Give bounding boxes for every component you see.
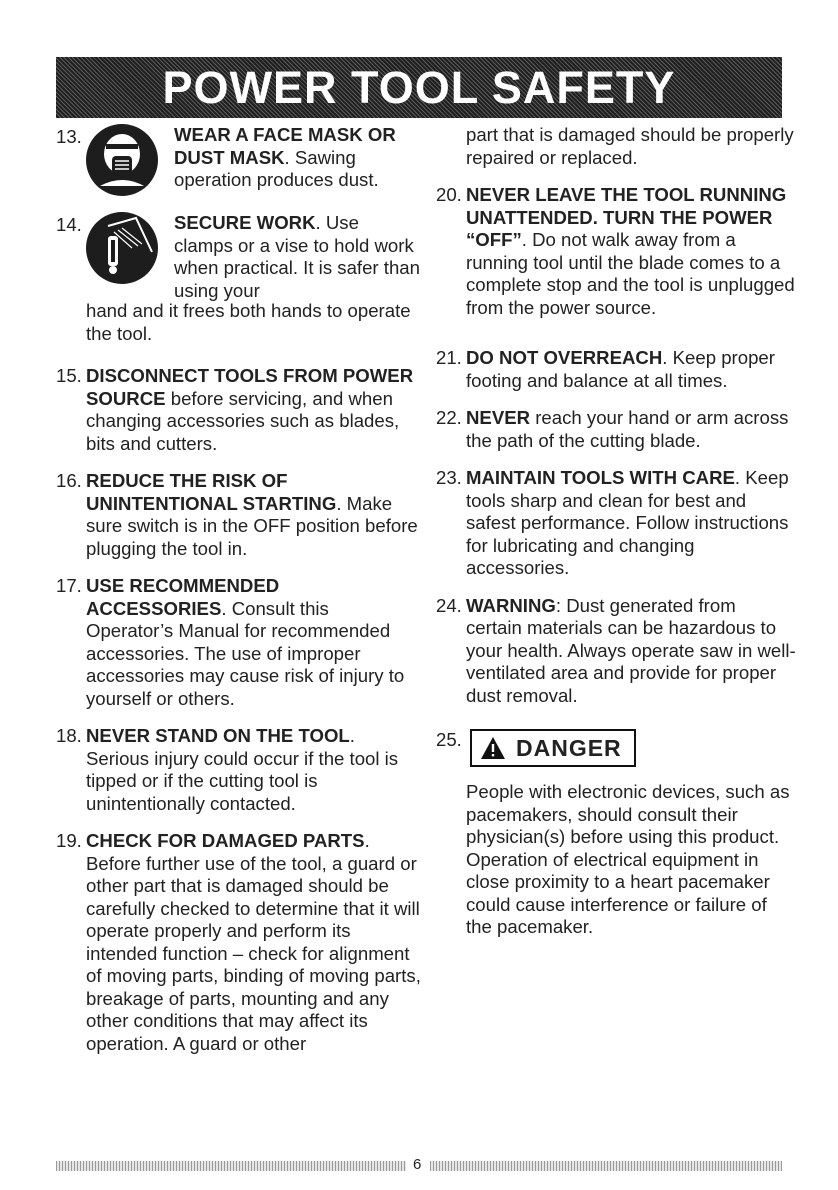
left-column [56, 124, 421, 1055]
item-22: 22. NEVER reach your hand or arm across the path of the cutting blade. [436, 407, 789, 451]
page-number: 6 [413, 1156, 422, 1173]
title-banner [56, 57, 782, 118]
item-15: 15. DISCONNECT TOOLS FROM POWER SOURCE before servicing, and when changing accessories such as blades, bits and cutters. [56, 365, 414, 454]
item-20: 20. NEVER LEAVE THE TOOL RUNNING UNATTENDED. TURN THE POWER “OFF”. Do not walk away from a running tool until the blade comes to a complete stop and the tool is unplugged from the power source. [436, 184, 795, 318]
footer-bar-left [56, 1161, 406, 1171]
item-18: 18. NEVER STAND ON THE TOOL. Serious injury could occur if the tool is tipped or if the cutting tool is unintentionally contacted. [56, 725, 399, 814]
item-13 [56, 124, 421, 204]
item-24: 24. WARNING: Dust generated from certain materials can be hazardous to your health. Always operate saw in well-ventilated area and provide for proper dust removal. [436, 594, 796, 706]
clamp-icon [86, 212, 158, 284]
item-16: 16. REDUCE THE RISK OF UNINTENTIONAL STARTING. Make sure switch is in the OFF position before plugging the tool in. [56, 470, 418, 559]
right-column [436, 124, 796, 939]
page-title: POWER TOOL SAFETY [162, 61, 676, 113]
face-mask-icon [86, 124, 158, 196]
item-25-text: People with electronic devices, such as pacemakers, should consult their physician(s) before using this product. Operation of electrical equipment in close proximity to a heart pacemaker could cause interference or failure of the pacemaker. [466, 781, 790, 937]
item-number: 13. [56, 126, 82, 147]
item-19-continued: part that is damaged should be properly repaired or replaced. [466, 124, 794, 168]
footer-bar-right [430, 1161, 782, 1171]
item-25: 25. DANGER People with electronic devices, such as pacemakers, should consult their physician(s) before using this product. Operation of electrical equipment in close proximity to a heart pacemaker could cause interference or failure of the pacemaker. [436, 729, 796, 939]
item-19: 19. CHECK FOR DAMAGED PARTS. Before further use of the tool, a guard or other part that is damaged should be carefully checked to determine that it will operate properly and perform its intended function – check for alignment of moving parts, binding of moving parts, breakage of parts, mounting and any other conditions that may affect its operation. A guard or other [56, 830, 421, 1054]
warning-triangle-icon [480, 736, 506, 760]
item-17: 17. USE RECOMMENDED ACCESSORIES. Consult this Operator’s Manual for recommended accessories. The use of improper accessories may cause risk of injury to yourself or others. [56, 575, 405, 709]
item-23: 23. MAINTAIN TOOLS WITH CARE. Keep tools sharp and clean for best and safest performance. Follow instructions for lubricating and changing accessories. [436, 467, 789, 578]
danger-label: DANGER [470, 729, 636, 767]
item-number: 14. [56, 214, 82, 235]
item-14: 14. SECURE WORK. Use clamps or a vise to hold work when practical. It is safer than using your hand and it frees both hands to operate the tool. [56, 212, 420, 344]
item-21: 21. DO NOT OVERREACH. Keep proper footing and balance at all times. [436, 347, 775, 391]
item-14-text: hand and it frees both hands to operate the tool. [86, 300, 411, 344]
item-13-text: WEAR A FACE MASK OR DUST MASK. Sawing operation produces dust. [174, 124, 396, 190]
